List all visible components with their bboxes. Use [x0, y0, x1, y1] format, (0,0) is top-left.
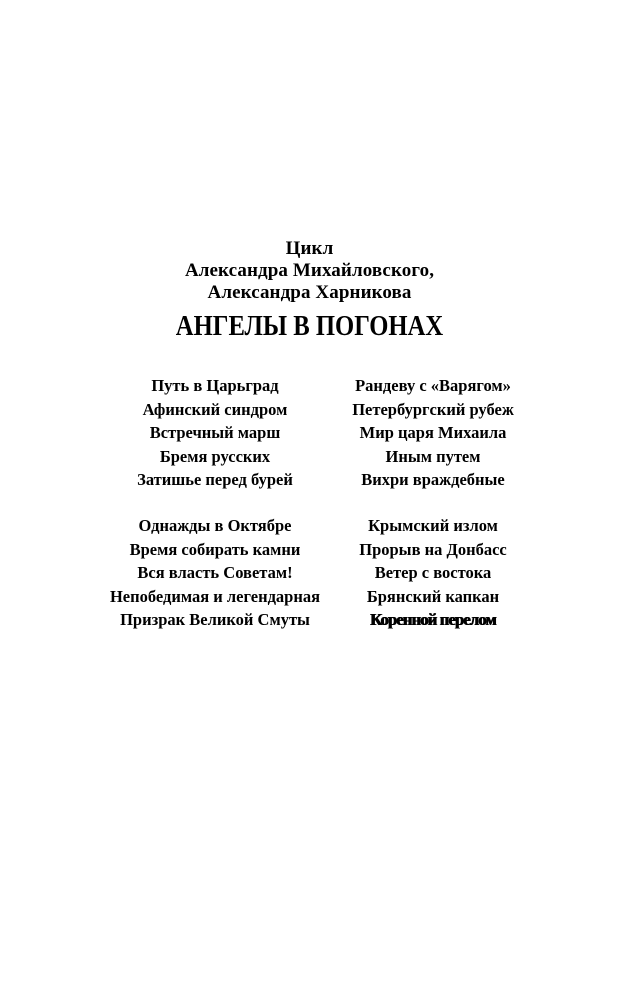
book-title: Вихри враждебные [361, 470, 505, 489]
book-list-group1-right [308, 374, 558, 492]
book-title: Призрак Великой Смуты [120, 610, 310, 629]
book-title: Затишье перед бурей [137, 470, 293, 489]
book-title: Встречный марш [149, 423, 281, 442]
book-title: Петербургский рубеж [352, 399, 514, 419]
series-title: АНГЕЛЫ В ПОГОНАХ [175, 311, 444, 342]
book-title: Мир царя Михаила [359, 423, 507, 442]
book-title: Время собирать камни [129, 539, 301, 559]
book-title: Путь в Царьград [151, 376, 279, 395]
book-title: Непобедимая и легендарная [109, 586, 321, 606]
book-title: Афинский синдром [142, 399, 288, 419]
book-title: Вся власть Советам! [137, 563, 293, 582]
book-title: Брянский капкан [366, 586, 500, 606]
book-title: Иным путем [385, 446, 481, 466]
book-title: Бремя русских [159, 446, 271, 466]
book-title-current: Коренной перелом [370, 610, 496, 629]
book-title: Прорыв на Донбасс [359, 539, 507, 559]
book-list-group1-left [90, 374, 340, 492]
book-title: Ветер с востока [374, 563, 492, 582]
book-title: Однажды в Октябре [138, 516, 292, 535]
cycle-label: Цикл [285, 238, 334, 259]
book-list-group2-left [90, 514, 340, 632]
author-1: Александра Михайловского, [184, 260, 435, 281]
book-title: Крымский излом [368, 516, 498, 535]
book-list-group2-right [308, 514, 558, 632]
book-title: Рандеву с «Варягом» [355, 376, 511, 395]
series-header [0, 238, 619, 344]
author-2: Александра Харникова [207, 282, 412, 303]
